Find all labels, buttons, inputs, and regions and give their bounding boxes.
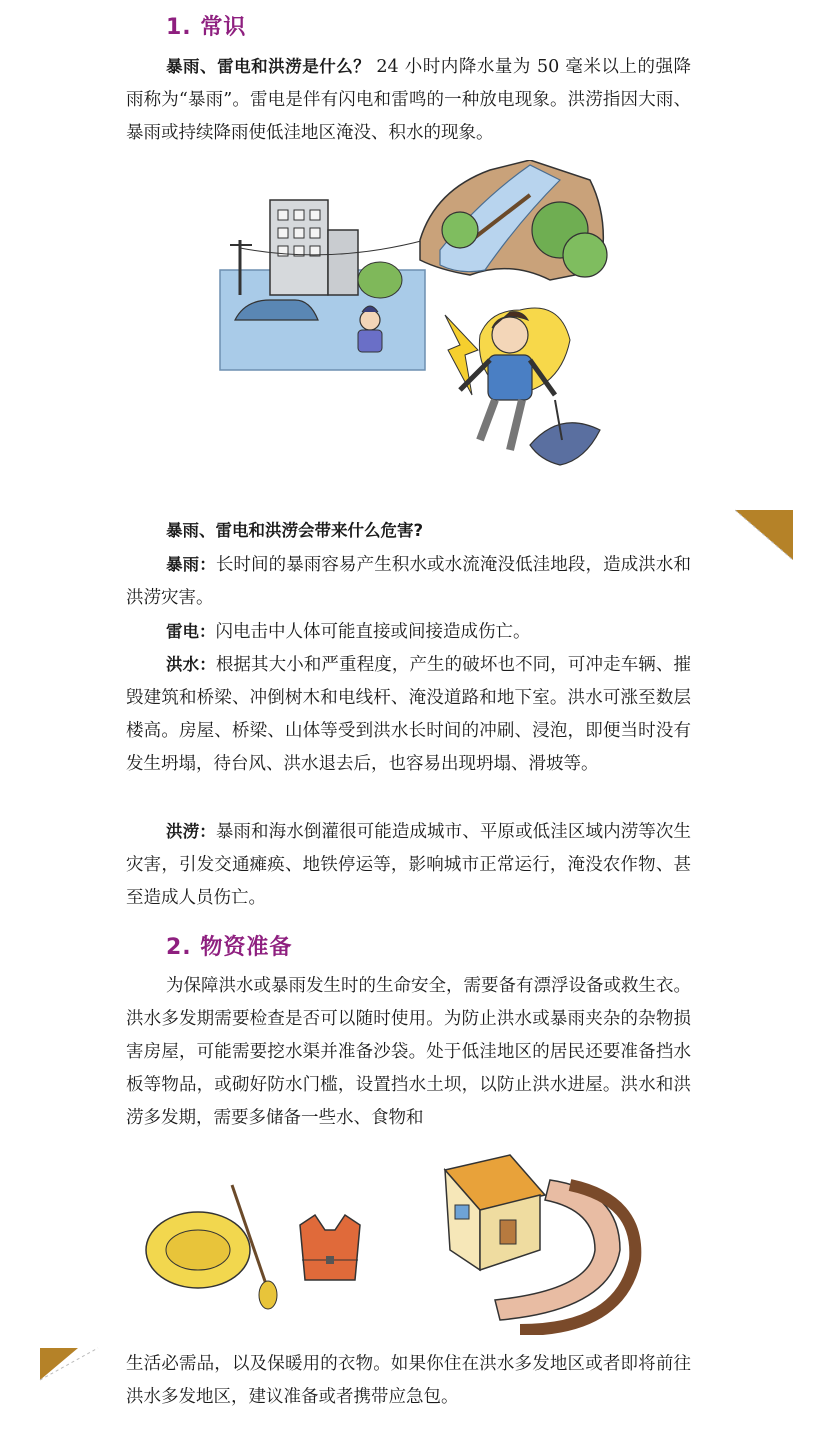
term-rainstorm: 暴雨： (166, 555, 216, 574)
term-lightning: 雷电： (166, 622, 216, 641)
paragraph-definition (126, 50, 691, 150)
definition-text: 24 小时内降水量为 50 毫米以上的强降雨称为“暴雨”。雷电是伴有闪电和雷鸣的一种放电现象。洪涝指因大雨、暴雨或持续降雨使低洼地区淹没、积水的现象。 (126, 57, 691, 143)
question-hazards-text: 暴雨、雷电和洪涝会带来什么危害? (166, 521, 424, 540)
item-rainstorm (126, 548, 691, 615)
page-corner-decoration-left (38, 1340, 108, 1390)
question-what-is: 暴雨、雷电和洪涝是什么？ (166, 57, 371, 76)
item-lightning (126, 615, 691, 649)
text-rainstorm: 长时间的暴雨容易产生积水或水流淹没低洼地段，造成洪水和洪涝灾害。 (126, 555, 692, 608)
item-flood (126, 648, 691, 781)
page-corner-decoration-right (735, 505, 805, 575)
text-flood: 根据其大小和严重程度，产生的破坏也不同，可冲走车辆、摧毁建筑和桥梁、冲倒树木和电线杆、淹没道路和地下室。洪水可涨至数层楼高。房屋、桥梁、山体等受到洪水长时间的冲刷、浸泡，即便当时没有发生坍塌，待台风、洪水退去后，也容易出现坍塌、滑坡等。 (126, 655, 692, 774)
term-flood: 洪水： (166, 655, 216, 674)
item-waterlogging (126, 815, 691, 915)
section-heading-supplies: 2. 物资准备 (166, 935, 293, 960)
section-heading-common-knowledge: 1. 常识 (166, 15, 247, 40)
term-waterlogging: 洪涝： (166, 822, 216, 841)
supplies-illustration (140, 1150, 660, 1335)
flood-lightning-illustration (210, 160, 620, 470)
paragraph-supplies: 为保障洪水或暴雨发生时的生命安全，需要备有漂浮设备或救生衣。洪水多发期需要检查是否可以随时使用。为防止洪水或暴雨夹杂的杂物损害房屋，可能需要挖水渠并准备沙袋。处于低洼地区的居民还要准备挡水板等物品，或砌好防水门槛，设置挡水土坝，以防止洪水进屋。洪水和洪涝多发期，需要多储备一些水、食物和 (126, 976, 691, 1128)
paragraph-supplies-continued: 生活必需品，以及保暖用的衣物。如果你住在洪水多发地区或者即将前往洪水多发地区，建议准备或者携带应急包。 (126, 1354, 691, 1407)
text-waterlogging: 暴雨和海水倒灌很可能造成城市、平原或低洼区域内涝等次生灾害，引发交通瘫痪、地铁停运等，影响城市正常运行，淹没农作物、甚至造成人员伤亡。 (126, 822, 692, 908)
text-lightning: 闪电击中人体可能直接或间接造成伤亡。 (215, 622, 531, 642)
question-hazards (166, 514, 691, 548)
